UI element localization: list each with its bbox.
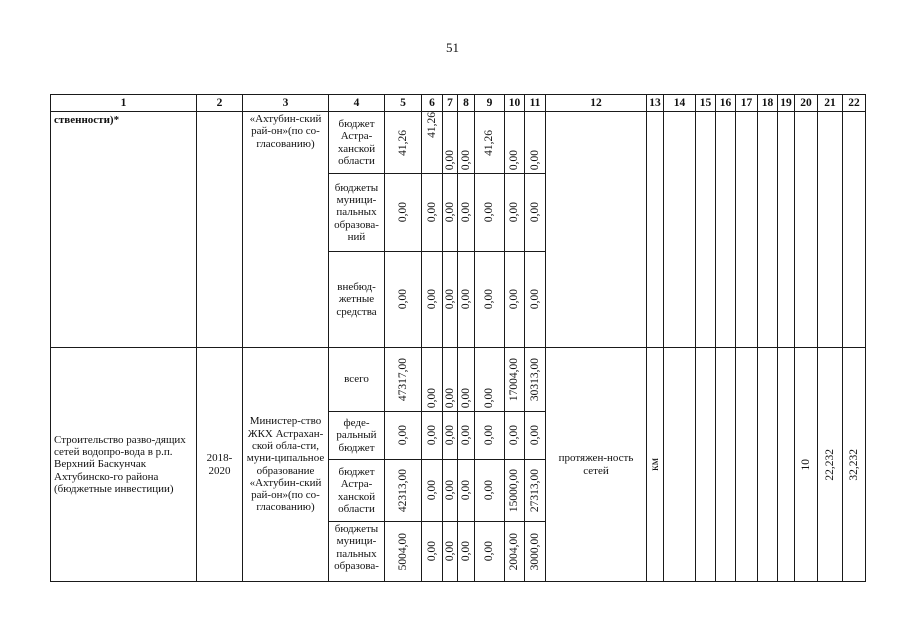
value-text: 0,00: [528, 202, 541, 223]
value-text: 15000,00: [508, 468, 521, 513]
cell-value: [525, 112, 546, 174]
cell-empty: [736, 112, 758, 348]
cell-source: бюджеты муници-пальных образова-ний: [329, 174, 385, 252]
value-text: 0,00: [508, 289, 521, 310]
value-text: 41,26: [396, 129, 409, 156]
cell-empty: [716, 348, 736, 582]
cell-value: [525, 460, 546, 522]
cell-value: [458, 460, 475, 522]
col-header: 13: [647, 95, 664, 112]
unit-text: км: [648, 458, 661, 471]
value-text: 0,00: [459, 202, 472, 223]
value-text: 0,00: [396, 202, 409, 223]
value-text: 0,00: [459, 541, 472, 562]
value-text: 2004,00: [508, 532, 521, 571]
col-header: 1: [51, 95, 197, 112]
target-text: 32,232: [847, 448, 860, 481]
cell-value: [385, 112, 422, 174]
value-text: 0,00: [443, 480, 456, 501]
cell-empty: [647, 112, 664, 348]
table-row: [51, 348, 866, 412]
cell-value: [458, 252, 475, 348]
cell-value: [443, 112, 458, 174]
cell-empty: [778, 348, 795, 582]
page-number: 51: [446, 40, 459, 55]
cell-value: [475, 174, 505, 252]
value-text: 0,00: [483, 289, 496, 310]
cell-value: [385, 348, 422, 412]
cell-value: [385, 460, 422, 522]
cell-value: [443, 460, 458, 522]
cell-value: [458, 412, 475, 460]
cell-empty: [818, 112, 843, 348]
value-text: 27313,00: [528, 468, 541, 513]
value-text: 0,00: [528, 289, 541, 310]
value-text: 0,00: [528, 425, 541, 446]
cell-value: [525, 348, 546, 412]
value-text: 0,00: [443, 202, 456, 223]
value-text: 0,00: [425, 387, 438, 408]
cell-value: [385, 174, 422, 252]
cell-value: [475, 348, 505, 412]
value-text: 30313,00: [528, 357, 541, 402]
cell-empty: [778, 112, 795, 348]
value-text: 0,00: [443, 149, 456, 170]
value-text: 0,00: [459, 480, 472, 501]
value-text: 41,26: [425, 112, 438, 138]
cell-value: [525, 252, 546, 348]
cell-value: [505, 348, 525, 412]
cell-value: [505, 460, 525, 522]
cell-source: феде-ральный бюджет: [329, 412, 385, 460]
col-header: 11: [525, 95, 546, 112]
cell-empty: [736, 348, 758, 582]
col-header: 10: [505, 95, 525, 112]
value-text: 3000,00: [528, 532, 541, 571]
col-header: 7: [443, 95, 458, 112]
col-header: 19: [778, 95, 795, 112]
value-text: 0,00: [459, 289, 472, 310]
value-text: 0,00: [459, 387, 472, 408]
value-text: 0,00: [425, 480, 438, 501]
cell-value: [422, 174, 443, 252]
header-row: [51, 95, 866, 112]
value-text: 47317,00: [396, 357, 409, 402]
cell-value: [458, 112, 475, 174]
value-text: 0,00: [443, 289, 456, 310]
cell-value: [385, 412, 422, 460]
cell-value: [475, 460, 505, 522]
cell-value: [525, 522, 546, 582]
value-text: 41,26: [483, 129, 496, 156]
value-text: 0,00: [483, 425, 496, 446]
cell-value: [505, 522, 525, 582]
cell-source: бюджет Астра-ханской области: [329, 460, 385, 522]
value-text: 0,00: [425, 202, 438, 223]
cell-value: [458, 522, 475, 582]
col-header: 9: [475, 95, 505, 112]
cell-value: [385, 252, 422, 348]
cell-title-continued: ственности)*: [51, 112, 197, 348]
cell-source: всего: [329, 348, 385, 412]
value-text: 0,00: [425, 289, 438, 310]
cell-value: [475, 252, 505, 348]
cell-source: бюджет Астра-ханской области: [329, 112, 385, 174]
cell-value: [385, 522, 422, 582]
col-header: 18: [758, 95, 778, 112]
cell-value: [458, 174, 475, 252]
value-text: 0,00: [396, 289, 409, 310]
cell-value: [505, 112, 525, 174]
cell-value: [443, 348, 458, 412]
target-text: 22,232: [823, 448, 836, 481]
value-text: 0,00: [443, 387, 456, 408]
cell-value: [422, 252, 443, 348]
cell-indicator: протяжен-ность сетей: [546, 348, 647, 582]
cell-value: [525, 412, 546, 460]
value-text: 17004,00: [508, 357, 521, 402]
value-text: 0,00: [425, 541, 438, 562]
cell-empty: [716, 112, 736, 348]
cell-empty: [664, 348, 696, 582]
cell-empty: [843, 112, 866, 348]
table-row: [51, 112, 866, 174]
cell-empty: [758, 112, 778, 348]
cell-project-title: Строительство разво-дящих сетей водопро-вода в р.п. Верхний Баскунчак Ахтубинско-го района (бюджетные инвестиции): [51, 348, 197, 582]
col-header: 12: [546, 95, 647, 112]
cell-empty: [758, 348, 778, 582]
cell-value: [443, 174, 458, 252]
col-header: 8: [458, 95, 475, 112]
col-header: 3: [243, 95, 329, 112]
value-text: 0,00: [396, 425, 409, 446]
cell-value: [525, 174, 546, 252]
col-header: 14: [664, 95, 696, 112]
cell-value: [475, 522, 505, 582]
cell-empty: [795, 112, 818, 348]
cell-unit: [647, 348, 664, 582]
value-text: 0,00: [459, 425, 472, 446]
value-text: 0,00: [443, 541, 456, 562]
col-header: 20: [795, 95, 818, 112]
value-text: 0,00: [508, 149, 521, 170]
cell-empty: [696, 112, 716, 348]
cell-source: внебюд-жетные средства: [329, 252, 385, 348]
cell-value: [443, 252, 458, 348]
cell-target: [818, 348, 843, 582]
value-text: 0,00: [483, 480, 496, 501]
target-text: 10: [799, 458, 812, 471]
cell-source: бюджеты муници-пальных образова-: [329, 522, 385, 582]
col-header: 15: [696, 95, 716, 112]
cell-executor: «Ахтубин-ский рай-он»(по со-гласованию): [243, 112, 329, 348]
cell-executor: Министер-ство ЖКХ Астрахан-ской обла-сти, муни-ципальное образование «Ахтубин-ский рай-он»(по со-гласованию): [243, 348, 329, 582]
value-text: 0,00: [528, 149, 541, 170]
col-header: 21: [818, 95, 843, 112]
cell-value: [458, 348, 475, 412]
cell-value: [422, 348, 443, 412]
cell-value: [422, 112, 443, 174]
cell-value: [475, 112, 505, 174]
cell-value: [505, 252, 525, 348]
value-text: 0,00: [483, 202, 496, 223]
value-text: 0,00: [508, 202, 521, 223]
value-text: 42313,00: [396, 468, 409, 513]
value-text: 0,00: [483, 541, 496, 562]
cell-empty: [197, 112, 243, 348]
value-text: 0,00: [459, 149, 472, 170]
col-header: 17: [736, 95, 758, 112]
value-text: 0,00: [443, 425, 456, 446]
cell-value: [443, 522, 458, 582]
value-text: 0,00: [508, 425, 521, 446]
cell-value: [443, 412, 458, 460]
col-header: 16: [716, 95, 736, 112]
cell-target: [795, 348, 818, 582]
col-header: 6: [422, 95, 443, 112]
cell-empty: [664, 112, 696, 348]
col-header: 4: [329, 95, 385, 112]
cell-period: 2018-2020: [197, 348, 243, 582]
cell-value: [422, 412, 443, 460]
col-header: 2: [197, 95, 243, 112]
cell-value: [505, 174, 525, 252]
cell-value: [505, 412, 525, 460]
program-table: [50, 94, 866, 582]
col-header: 5: [385, 95, 422, 112]
cell-empty: [546, 112, 647, 348]
cell-empty: [696, 348, 716, 582]
cell-value: [422, 460, 443, 522]
value-text: 0,00: [483, 387, 496, 408]
cell-value: [422, 522, 443, 582]
value-text: 0,00: [425, 425, 438, 446]
cell-value: [475, 412, 505, 460]
cell-target: [843, 348, 866, 582]
col-header: 22: [843, 95, 866, 112]
value-text: 5004,00: [396, 532, 409, 571]
